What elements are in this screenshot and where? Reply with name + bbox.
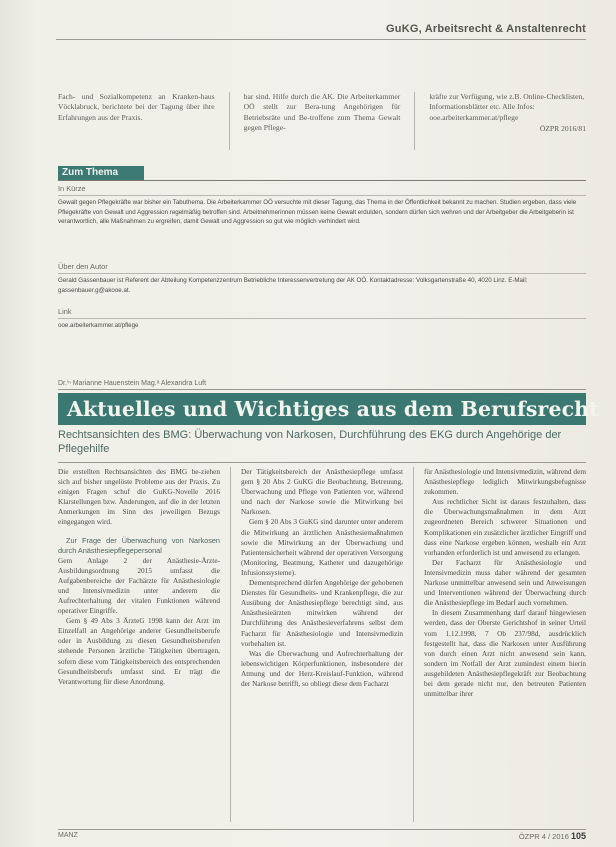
article-column-2 (241, 467, 403, 822)
autor-text: Gerald Gassenbauer ist Referent der Abteilung Kompetenzzentrum Betriebliche Interessenvertretung der AK OÖ. Kontaktadresse: Volksgartenstraße 40, 4020 Linz. E-Mail: gassenbauer.g@akooe.at. (58, 277, 528, 294)
zum-thema-inhalt (58, 184, 586, 227)
col3-paragraph-3: Der Facharzt für Anästhesiologie und Intensivmedizin muss daher während der gesamten Narkose unmittelbar anwesend sein und Anweisungen und Interventionen während der Überwachung durch die Anästhesiepflege im Bedarf auch vornehmen. (424, 557, 586, 608)
zum-thema-autor (58, 262, 586, 295)
column-divider (229, 92, 230, 150)
autor-label: Über den Autor (58, 262, 108, 271)
col2-paragraph-1: Der Tätigkeitsbereich der Anästhesiepflege umfasst gem § 20 Abs 2 GuKG die Beobachtung, Betreuung, Überwachung und Pflege von Patienten vor, während und nach der Narkose sowie die Mitwirkung bei Narkosen. (241, 467, 403, 517)
link-text[interactable]: ooe.arbeiterkammer.at/pflege (58, 322, 139, 329)
col3-paragraph-2: Aus rechtlicher Sicht ist daraus festzuhalten, dass die Überwachungsmaßnahmen in dem Arzt zugeordneten Bereich schwerer Situationen und Komplikationen ein zusätzlicher ärztlicher Eingriff und dass eine Narkose ergeben können, weshalb ein Arzt vorhanden erforderlich ist und anwesend zu erlangen. (424, 497, 586, 557)
article-body (58, 467, 586, 822)
inhalt-label: In Kürze (58, 184, 86, 193)
col1-question: Zur Frage der Überwachung von Narkosen durch Anästhesiepflegepersonal (58, 535, 220, 555)
subtitle-rule (58, 462, 586, 463)
footer-page-info (519, 831, 586, 841)
running-header (56, 14, 586, 40)
column-divider (413, 467, 414, 822)
article-title: Aktuelles und Wichtiges aus dem Berufsrecht (58, 393, 586, 425)
previous-article-tail (58, 92, 586, 150)
autor-rule (58, 273, 586, 274)
previous-article-col-2: bar sind. Hilfe durch die AK. Die Arbeiterkammer OÖ stellt zur Bera-tung Angehörigen für Betriebsräte und Be-troffene zum Thema Gewalt gegen Pflege- (243, 92, 401, 133)
col2-paragraph-4: Was die Überwachung und Aufrechterhaltung der lebenswichtigen Körperfunktionen, insbesondere der Atmung und der Herz-Kreislauf-Funktion, während der Narkose betrifft, so obliegt diese dem Facharzt (241, 648, 403, 688)
page-number: 105 (570, 831, 586, 841)
previous-article-source: ÖZPR 2016/81 (539, 124, 587, 134)
column-divider (230, 467, 231, 822)
previous-article-col-1: Fach- und Sozialkompetenz an Kranken-haus Vöcklabruck, berichtete bei der Tagung über ihre Erfahrungen aus der Praxis. (58, 92, 215, 122)
col1-paragraph-2: Gem § 49 Abs 3 ÄrzteG 1998 kann der Arzt im Einzelfall an Angehörige anderer Gesundheitsberufe oder in Ausbildung zu diesen Gesundheitsberufen stehende Personen ärztliche Tätigkeiten übertragen, sofern diese vom Tätigkeitsbereich des entsprechenden Gesundheitsberufs umfasst sind. Er trägt die Verantwortung für diese Anordnung. (58, 616, 220, 686)
zum-thema-rule (58, 180, 586, 181)
link-label: Link (58, 307, 72, 316)
zum-thema-link (58, 307, 586, 331)
inhalt-rule (58, 195, 586, 196)
link-rule (58, 318, 586, 319)
col3-paragraph-1: für Anästhesiologie und Intensivmedizin, während dem Anästhesiepflege lediglich Mitwirkungsbefugnisse zukommen. (424, 467, 586, 497)
article-subtitle: Rechtsansichten des BMG: Überwachung von Narkosen, Durchführung des EKG durch Angehörige der Pflegehilfe (58, 429, 562, 455)
column-divider (414, 92, 415, 150)
publisher-logo: MANZ (58, 832, 78, 839)
col1-intro: Die erstellten Rechtsansichten des BMG be-ziehen sich auf bisher ungelöste Probleme aus der Praxis. Zu einigen Fragen schuf die GuKG-Novelle 2016 Klarstellungen bzw. Änderungen, auf die in der letzten Anmerkungen im Sinn des jeweiligen Bezugs eingegangen wird. (58, 467, 220, 527)
author-rule (58, 389, 586, 390)
article-authors: Dr.ⁱⁿ Marianne Hauenstein Mag.ᵃ Alexandra Luft (58, 380, 207, 387)
col3-paragraph-4: In diesem Zusammenhang darf darauf hingewiesen werden, dass der Oberste Gerichtshof in seiner Urteil vom 1.12.1998, 7 Ob 237/98d, ausdrücklich festgestellt hat, dass die Narkosen unter Ausführung von durch einen Arzt nicht anwesend sein kann, sondern im Notfall der Arzt zumindest einem hierin ausgebildeten Anästhesiepflegekräft zur Beobachtung bei dem gerade nicht nur, den betreuten Patienten unmittelbar ihrer (424, 608, 586, 699)
col2-paragraph-3: Dementsprechend dürfen Angehörige der gehobenen Dienstes für Gesundheits- und Krankenpflege, die zur Ausübung der Anästhesiepflege berechtigt sind, aus Anästhesieärzten mitwirken während der Durchführung des Anästhesieverfahrens selbst dem Facharzt für Anästhesiologie und Intensivmedizin vorbehalten ist. (241, 578, 403, 648)
col2-paragraph-2: Gem § 20 Abs 3 GuKG sind darunter unter anderem die Mitwirkung an ärztlichen Anästhesiemaßnahmen sowie die Mitwirkung an der Überwachung und Patientensicherheit während der operativen Versorgung (Monitoring, Beatmung, Katheter und dazugehörige Infusionssysteme). (241, 517, 403, 577)
previous-article-col-3 (429, 92, 586, 150)
inhalt-text: Gewalt gegen Pflegekräfte war bisher ein Tabuthema. Die Arbeiterkammer OÖ versuchte mit dieser Tagung, das Thema in der Öffentlichkeit bekannt zu machen. Studien ergeben, dass viele Pflegekräfte von Gewalt und Aggression regelmäßig betroffen sind. Arbeitnehmerinnen müssen keine Gewalt erdulden, sondern dürfen sich wehren und der Arbeitgeber die Arbeitgeberin ist verantwortlich, alle Maßnahmen zu ergreifen, damit Gewalt und Aggression so gut wie möglich verhindert wird. (58, 199, 577, 226)
running-header-title: GuKG, Arbeitsrecht & Anstaltenrecht (386, 23, 586, 35)
footer-journal: ÖZPR 4 / 2016 (518, 832, 569, 841)
col1-paragraph-1: Gem Anlage 2 der Anästhesie-Ärzte-Ausbildungsordnung 2015 umfasst die Aufgabenbereiche der Fachärzte für Anästhesiologie und Intensivmedizin unter anderem die Aufrechterhaltung der vitalen Funktionen während operativer Eingriffe. (58, 555, 220, 616)
footer-rule (58, 829, 586, 830)
previous-article-col-3-text: kräfte zur Verfügung, wie z.B. Online-Checklisten, Informationsblätter etc. Alle Infos: ooe.arbeiterkammer.at/pflege (429, 92, 585, 122)
zum-thema-label: Zum Thema (58, 166, 144, 180)
article-column-3 (424, 467, 586, 822)
article-column-1 (58, 467, 220, 822)
